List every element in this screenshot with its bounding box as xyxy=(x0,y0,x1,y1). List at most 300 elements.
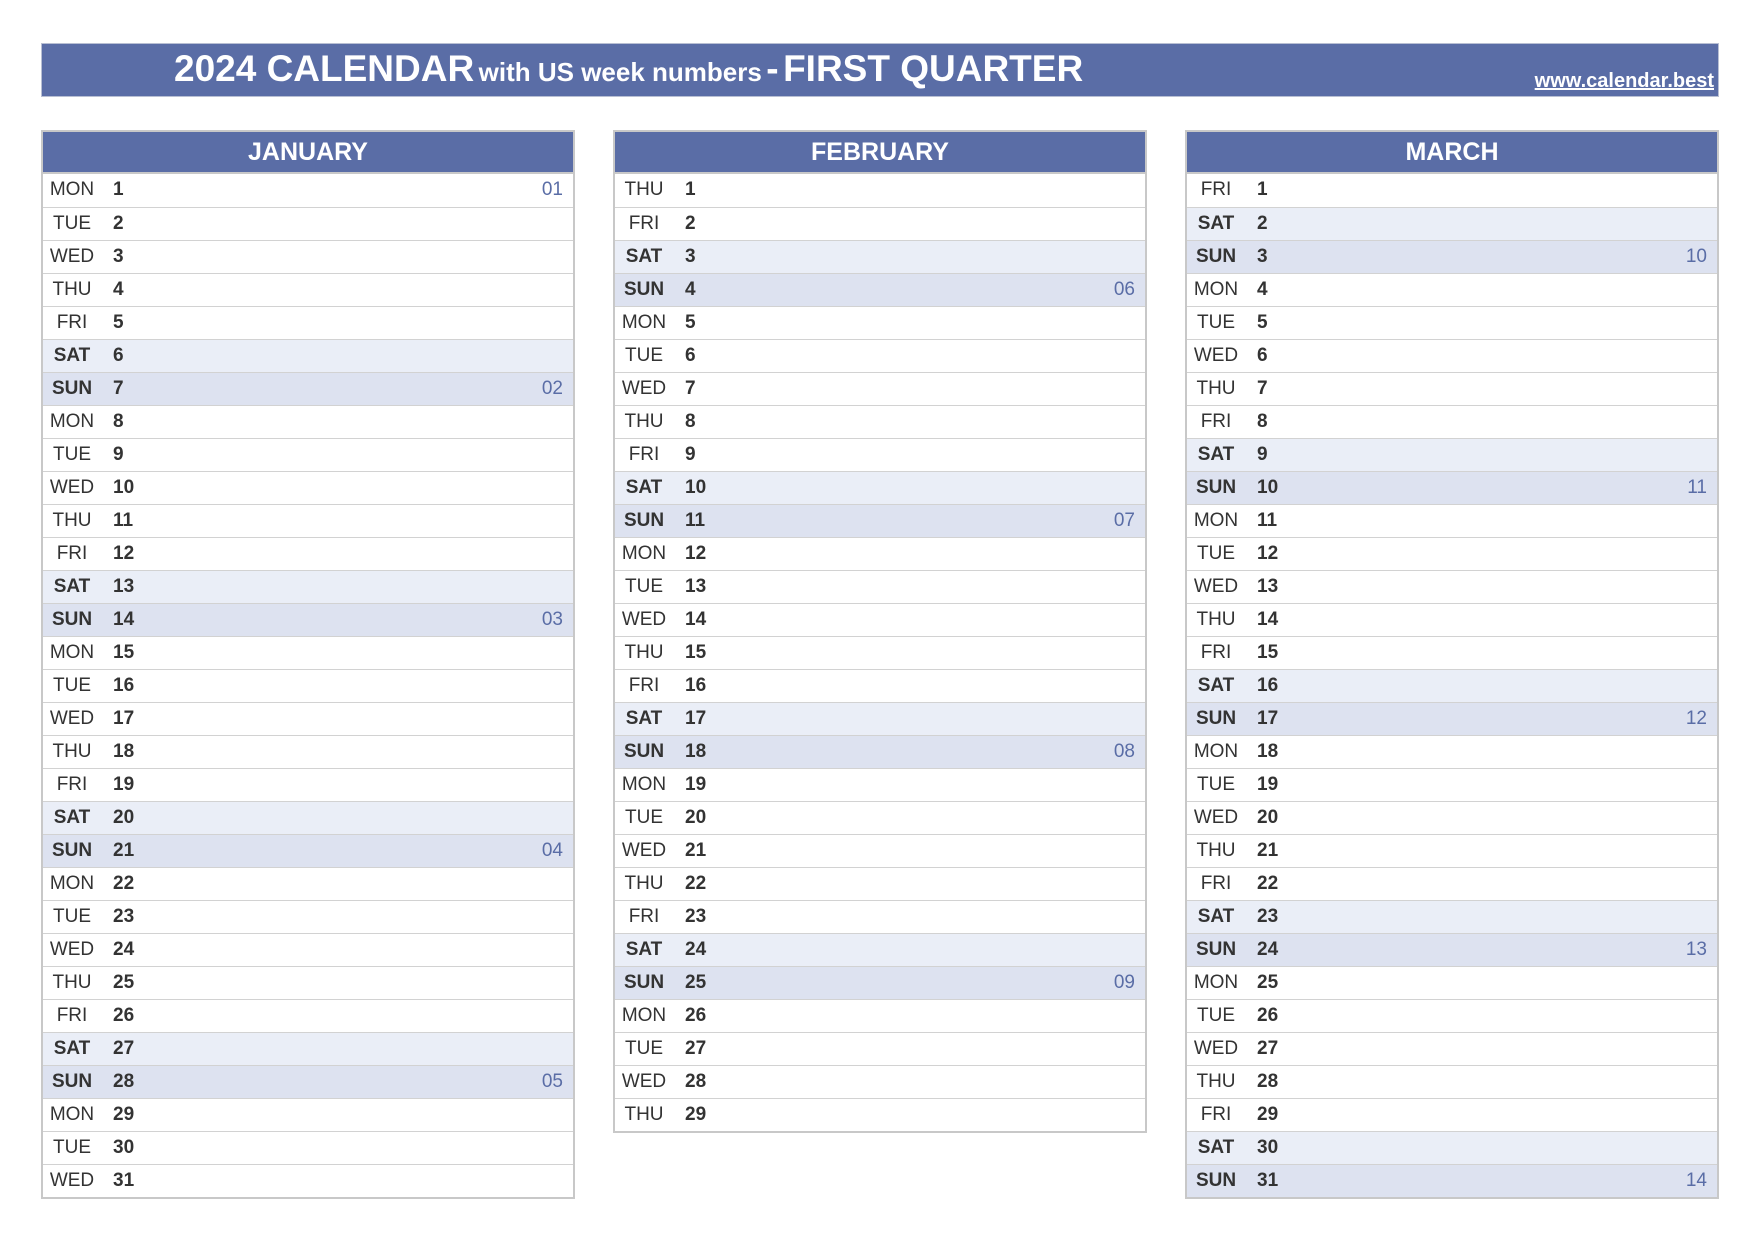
weekday-label: SAT xyxy=(53,345,91,366)
weekday-label: THU xyxy=(624,411,664,432)
day-row xyxy=(615,669,1145,702)
day-number: 28 xyxy=(113,1071,135,1092)
day-number: 28 xyxy=(1257,1071,1279,1092)
day-row xyxy=(615,471,1145,504)
day-row xyxy=(615,405,1145,438)
weekday-label: SAT xyxy=(1197,906,1235,927)
weekday-label: SUN xyxy=(1195,708,1237,729)
day-row xyxy=(615,207,1145,240)
day-row xyxy=(43,1065,573,1098)
day-number: 27 xyxy=(1257,1038,1279,1059)
weekday-label: FRI xyxy=(56,774,88,795)
weekday-label: TUE xyxy=(1197,774,1235,795)
weekday-label: MON xyxy=(1193,972,1239,993)
day-row xyxy=(1187,1065,1717,1098)
weekday-label: MON xyxy=(1193,279,1239,300)
day-number: 18 xyxy=(113,741,135,762)
weekday-label: WED xyxy=(621,840,667,861)
day-row xyxy=(1187,900,1717,933)
day-row xyxy=(1187,207,1717,240)
day-number: 4 xyxy=(685,279,696,300)
day-row xyxy=(43,339,573,372)
day-number: 17 xyxy=(1257,708,1279,729)
day-row xyxy=(1187,603,1717,636)
week-number: 14 xyxy=(1685,1170,1707,1191)
day-number: 11 xyxy=(1257,510,1278,531)
weekday-label: SUN xyxy=(1195,939,1237,960)
day-row xyxy=(43,1032,573,1065)
day-row xyxy=(615,603,1145,636)
week-number: 05 xyxy=(541,1071,563,1092)
weekday-label: MON xyxy=(621,543,667,564)
day-row xyxy=(1187,471,1717,504)
weekday-label: THU xyxy=(52,972,92,993)
day-row xyxy=(43,702,573,735)
day-number: 4 xyxy=(1257,279,1268,300)
day-number: 12 xyxy=(685,543,707,564)
weekday-label: SAT xyxy=(1197,1137,1235,1158)
day-number: 19 xyxy=(685,774,707,795)
month-march xyxy=(1185,130,1719,1199)
day-row xyxy=(43,207,573,240)
weekday-label: SUN xyxy=(51,378,93,399)
weekday-label: FRI xyxy=(56,1005,88,1026)
day-row xyxy=(615,966,1145,999)
day-number: 24 xyxy=(113,939,135,960)
day-number: 24 xyxy=(1257,939,1279,960)
weekday-label: MON xyxy=(49,642,95,663)
day-number: 12 xyxy=(113,543,135,564)
day-row xyxy=(43,405,573,438)
day-row xyxy=(615,735,1145,768)
weekday-label: SUN xyxy=(623,972,665,993)
day-number: 14 xyxy=(1257,609,1279,630)
day-row xyxy=(1187,966,1717,999)
day-number: 19 xyxy=(113,774,135,795)
day-number: 11 xyxy=(113,510,134,531)
day-row xyxy=(43,966,573,999)
day-row xyxy=(615,1032,1145,1065)
weekday-label: TUE xyxy=(53,213,91,234)
day-row xyxy=(43,240,573,273)
day-number: 26 xyxy=(685,1005,707,1026)
day-number: 7 xyxy=(113,378,124,399)
weekday-label: WED xyxy=(621,609,667,630)
weekday-label: FRI xyxy=(628,213,660,234)
weekday-label: FRI xyxy=(628,444,660,465)
day-row xyxy=(1187,339,1717,372)
day-row xyxy=(615,1098,1145,1131)
day-row xyxy=(1187,1032,1717,1065)
day-number: 16 xyxy=(113,675,135,696)
weekday-label: WED xyxy=(1193,807,1239,828)
weekday-label: THU xyxy=(1196,840,1236,861)
weekday-label: SUN xyxy=(1195,477,1237,498)
day-number: 10 xyxy=(113,477,135,498)
day-row xyxy=(1187,174,1717,207)
day-number: 1 xyxy=(1257,179,1268,200)
day-row xyxy=(615,768,1145,801)
weekday-label: THU xyxy=(1196,1071,1236,1092)
day-number: 6 xyxy=(113,345,124,366)
month-days xyxy=(615,174,1145,1131)
day-number: 30 xyxy=(113,1137,135,1158)
day-number: 20 xyxy=(1257,807,1279,828)
weekday-label: SAT xyxy=(53,576,91,597)
day-number: 14 xyxy=(685,609,707,630)
weekday-label: TUE xyxy=(625,345,663,366)
day-row xyxy=(615,801,1145,834)
weekday-label: WED xyxy=(49,477,95,498)
day-row xyxy=(1187,306,1717,339)
weekday-label: FRI xyxy=(1200,411,1232,432)
day-row xyxy=(1187,867,1717,900)
day-number: 31 xyxy=(113,1170,135,1191)
weekday-label: TUE xyxy=(1197,543,1235,564)
month-header: MARCH xyxy=(1187,132,1717,174)
day-number: 6 xyxy=(1257,345,1268,366)
day-row xyxy=(43,603,573,636)
month-header: FEBRUARY xyxy=(615,132,1145,174)
day-number: 20 xyxy=(113,807,135,828)
day-row xyxy=(615,933,1145,966)
weekday-label: FRI xyxy=(628,675,660,696)
weekday-label: THU xyxy=(624,873,664,894)
day-row xyxy=(1187,933,1717,966)
weekday-label: MON xyxy=(621,312,667,333)
page-title xyxy=(174,48,1083,90)
week-number: 06 xyxy=(1113,279,1135,300)
day-row xyxy=(43,867,573,900)
day-number: 31 xyxy=(1257,1170,1279,1191)
day-number: 21 xyxy=(1257,840,1279,861)
weekday-label: TUE xyxy=(53,1137,91,1158)
weekday-label: THU xyxy=(52,279,92,300)
month-days xyxy=(1187,174,1717,1197)
day-row xyxy=(43,933,573,966)
day-number: 3 xyxy=(113,246,124,267)
day-row xyxy=(1187,801,1717,834)
day-number: 5 xyxy=(685,312,696,333)
day-row xyxy=(615,372,1145,405)
weekday-label: TUE xyxy=(1197,1005,1235,1026)
day-row xyxy=(43,999,573,1032)
weekday-label: THU xyxy=(624,179,664,200)
day-row xyxy=(1187,570,1717,603)
day-number: 15 xyxy=(113,642,135,663)
day-number: 23 xyxy=(1257,906,1279,927)
day-row xyxy=(43,504,573,537)
weekday-label: FRI xyxy=(628,906,660,927)
day-number: 22 xyxy=(1257,873,1279,894)
weekday-label: TUE xyxy=(53,906,91,927)
day-row xyxy=(615,240,1145,273)
day-number: 5 xyxy=(113,312,124,333)
day-row xyxy=(43,735,573,768)
month-header: JANUARY xyxy=(43,132,573,174)
day-number: 10 xyxy=(685,477,707,498)
day-number: 26 xyxy=(113,1005,135,1026)
weekday-label: MON xyxy=(49,873,95,894)
day-number: 5 xyxy=(1257,312,1268,333)
day-row xyxy=(43,669,573,702)
day-number: 17 xyxy=(113,708,135,729)
weekday-label: SAT xyxy=(625,939,663,960)
day-number: 6 xyxy=(685,345,696,366)
day-row xyxy=(615,504,1145,537)
day-number: 13 xyxy=(113,576,135,597)
day-row xyxy=(43,372,573,405)
day-number: 18 xyxy=(685,741,707,762)
day-number: 2 xyxy=(1257,213,1268,234)
day-number: 9 xyxy=(1257,444,1268,465)
day-number: 29 xyxy=(685,1104,707,1125)
day-number: 7 xyxy=(685,378,696,399)
title-separator: - xyxy=(766,48,779,89)
week-number: 08 xyxy=(1113,741,1135,762)
day-number: 15 xyxy=(685,642,707,663)
day-number: 8 xyxy=(1257,411,1268,432)
weekday-label: TUE xyxy=(53,675,91,696)
day-number: 10 xyxy=(1257,477,1279,498)
title-main: 2024 CALENDAR xyxy=(174,48,475,89)
weekday-label: THU xyxy=(624,1104,664,1125)
day-row xyxy=(1187,834,1717,867)
day-number: 14 xyxy=(113,609,135,630)
weekday-label: FRI xyxy=(56,312,88,333)
day-number: 21 xyxy=(685,840,707,861)
day-row xyxy=(615,174,1145,207)
weekday-label: MON xyxy=(49,1104,95,1125)
day-number: 8 xyxy=(113,411,124,432)
day-number: 25 xyxy=(1257,972,1279,993)
weekday-label: THU xyxy=(52,510,92,531)
weekday-label: MON xyxy=(49,179,95,200)
weekday-label: TUE xyxy=(625,1038,663,1059)
day-number: 25 xyxy=(685,972,707,993)
weekday-label: SUN xyxy=(623,741,665,762)
day-number: 30 xyxy=(1257,1137,1279,1158)
week-number: 02 xyxy=(541,378,563,399)
day-number: 8 xyxy=(685,411,696,432)
weekday-label: TUE xyxy=(1197,312,1235,333)
day-number: 24 xyxy=(685,939,707,960)
month-days xyxy=(43,174,573,1197)
weekday-label: SUN xyxy=(51,609,93,630)
day-number: 25 xyxy=(113,972,135,993)
day-row xyxy=(615,636,1145,669)
weekday-label: TUE xyxy=(53,444,91,465)
weekday-label: SAT xyxy=(625,708,663,729)
week-number: 12 xyxy=(1685,708,1707,729)
week-number: 09 xyxy=(1113,972,1135,993)
day-row xyxy=(43,636,573,669)
week-number: 11 xyxy=(1687,477,1707,498)
weekday-label: SAT xyxy=(53,1038,91,1059)
weekday-label: SAT xyxy=(53,807,91,828)
weekday-label: SAT xyxy=(1197,444,1235,465)
day-number: 1 xyxy=(113,179,124,200)
day-number: 23 xyxy=(685,906,707,927)
day-number: 20 xyxy=(685,807,707,828)
day-number: 19 xyxy=(1257,774,1279,795)
weekday-label: MON xyxy=(49,411,95,432)
day-row xyxy=(43,438,573,471)
day-row xyxy=(1187,735,1717,768)
day-row xyxy=(1187,1131,1717,1164)
day-number: 13 xyxy=(1257,576,1279,597)
day-row xyxy=(1187,438,1717,471)
day-number: 16 xyxy=(685,675,707,696)
day-row xyxy=(43,1098,573,1131)
week-number: 01 xyxy=(541,179,563,200)
day-number: 2 xyxy=(113,213,124,234)
day-row xyxy=(43,471,573,504)
weekday-label: WED xyxy=(1193,576,1239,597)
title-quarter: FIRST QUARTER xyxy=(783,48,1084,89)
weekday-label: WED xyxy=(49,1170,95,1191)
day-row xyxy=(43,834,573,867)
weekday-label: SUN xyxy=(51,840,93,861)
weekday-label: SAT xyxy=(625,246,663,267)
day-row xyxy=(615,834,1145,867)
day-row xyxy=(615,867,1145,900)
day-row xyxy=(615,900,1145,933)
day-row xyxy=(43,1164,573,1197)
weekday-label: SAT xyxy=(1197,213,1235,234)
day-row xyxy=(1187,1098,1717,1131)
day-number: 28 xyxy=(685,1071,707,1092)
month-february xyxy=(613,130,1147,1133)
day-row xyxy=(1187,669,1717,702)
weekday-label: TUE xyxy=(625,576,663,597)
day-row xyxy=(1187,768,1717,801)
day-row xyxy=(43,801,573,834)
weekday-label: TUE xyxy=(625,807,663,828)
day-row xyxy=(1187,504,1717,537)
weekday-label: WED xyxy=(49,246,95,267)
day-number: 27 xyxy=(685,1038,707,1059)
month-january xyxy=(41,130,575,1199)
day-row xyxy=(615,438,1145,471)
weekday-label: SUN xyxy=(51,1071,93,1092)
day-row xyxy=(1187,273,1717,306)
weekday-label: FRI xyxy=(1200,179,1232,200)
day-row xyxy=(1187,537,1717,570)
day-number: 4 xyxy=(113,279,124,300)
day-row xyxy=(43,1131,573,1164)
weekday-label: SAT xyxy=(625,477,663,498)
website-link[interactable]: www.calendar.best xyxy=(1534,70,1714,92)
day-number: 15 xyxy=(1257,642,1279,663)
day-number: 17 xyxy=(685,708,707,729)
day-row xyxy=(1187,405,1717,438)
weekday-label: THU xyxy=(52,741,92,762)
week-number: 10 xyxy=(1685,246,1707,267)
day-number: 27 xyxy=(113,1038,135,1059)
day-number: 12 xyxy=(1257,543,1279,564)
day-row xyxy=(615,273,1145,306)
title-banner xyxy=(41,43,1719,97)
weekday-label: WED xyxy=(49,708,95,729)
day-row xyxy=(43,900,573,933)
day-row xyxy=(615,999,1145,1032)
day-number: 21 xyxy=(113,840,135,861)
day-row xyxy=(1187,636,1717,669)
weekday-label: WED xyxy=(1193,1038,1239,1059)
day-row xyxy=(43,570,573,603)
week-number: 07 xyxy=(1113,510,1135,531)
weekday-label: FRI xyxy=(1200,642,1232,663)
weekday-label: WED xyxy=(621,378,667,399)
day-row xyxy=(615,537,1145,570)
day-number: 16 xyxy=(1257,675,1279,696)
weekday-label: FRI xyxy=(1200,1104,1232,1125)
day-number: 18 xyxy=(1257,741,1279,762)
weekday-label: WED xyxy=(621,1071,667,1092)
weekday-label: FRI xyxy=(1200,873,1232,894)
day-number: 22 xyxy=(685,873,707,894)
day-row xyxy=(1187,240,1717,273)
weekday-label: MON xyxy=(1193,741,1239,762)
weekday-label: THU xyxy=(1196,378,1236,399)
day-number: 26 xyxy=(1257,1005,1279,1026)
day-row xyxy=(1187,1164,1717,1197)
weekday-label: SUN xyxy=(1195,1170,1237,1191)
day-row xyxy=(43,537,573,570)
day-row xyxy=(43,306,573,339)
day-number: 11 xyxy=(685,510,706,531)
day-row xyxy=(615,1065,1145,1098)
week-number: 13 xyxy=(1685,939,1707,960)
day-number: 9 xyxy=(113,444,124,465)
weekday-label: SAT xyxy=(1197,675,1235,696)
day-number: 3 xyxy=(1257,246,1268,267)
day-row xyxy=(615,702,1145,735)
weekday-label: MON xyxy=(621,774,667,795)
day-row xyxy=(615,570,1145,603)
day-row xyxy=(1187,702,1717,735)
day-number: 29 xyxy=(113,1104,135,1125)
day-number: 22 xyxy=(113,873,135,894)
weekday-label: THU xyxy=(1196,609,1236,630)
day-number: 9 xyxy=(685,444,696,465)
day-number: 13 xyxy=(685,576,707,597)
day-number: 3 xyxy=(685,246,696,267)
day-row xyxy=(615,306,1145,339)
day-row xyxy=(43,174,573,207)
weekday-label: MON xyxy=(621,1005,667,1026)
day-row xyxy=(615,339,1145,372)
day-row xyxy=(1187,372,1717,405)
day-number: 23 xyxy=(113,906,135,927)
weekday-label: THU xyxy=(624,642,664,663)
day-number: 7 xyxy=(1257,378,1268,399)
weekday-label: WED xyxy=(49,939,95,960)
day-row xyxy=(43,273,573,306)
weekday-label: MON xyxy=(1193,510,1239,531)
weekday-label: SUN xyxy=(1195,246,1237,267)
day-row xyxy=(1187,999,1717,1032)
week-number: 03 xyxy=(541,609,563,630)
day-number: 29 xyxy=(1257,1104,1279,1125)
week-number: 04 xyxy=(541,840,563,861)
day-row xyxy=(43,768,573,801)
day-number: 2 xyxy=(685,213,696,234)
weekday-label: FRI xyxy=(56,543,88,564)
weekday-label: SUN xyxy=(623,279,665,300)
title-sub: with US week numbers xyxy=(478,57,762,87)
